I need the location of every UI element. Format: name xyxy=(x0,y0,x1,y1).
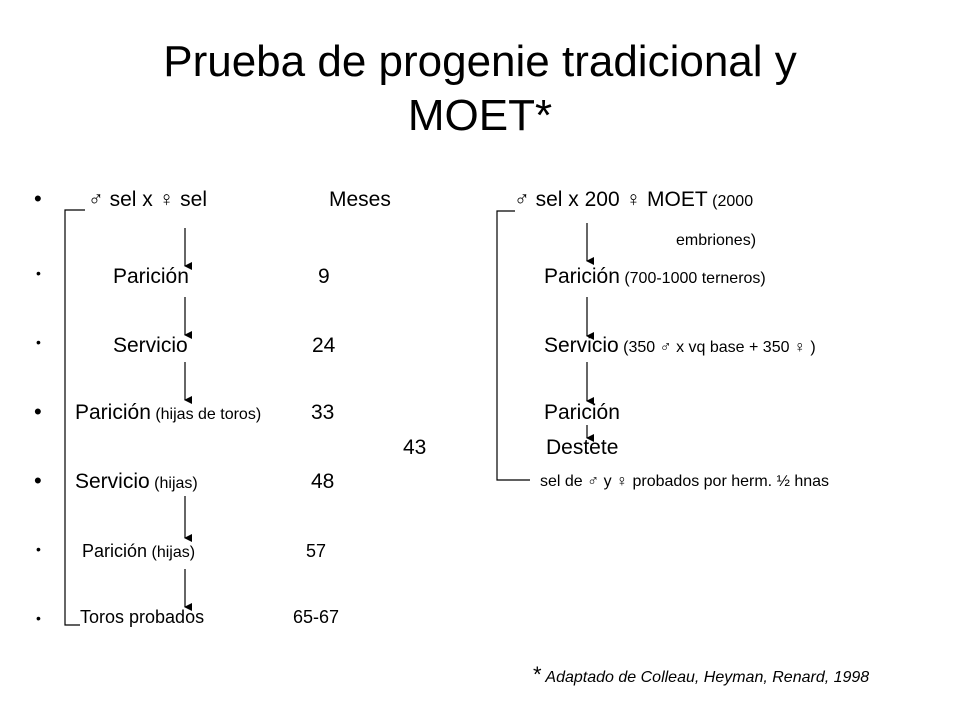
month-value: 24 xyxy=(312,334,336,357)
right-row-destete: Destete xyxy=(546,436,619,459)
right-row1-main: ♂ sel x 200 ♀ MOET xyxy=(514,188,708,211)
right-row-paricion-2: Parición xyxy=(544,401,620,424)
month-value: 65-67 xyxy=(293,607,340,627)
page-title-line1: Prueba de progenie tradicional y xyxy=(163,37,797,86)
left-row6-small: (hijas) xyxy=(151,544,196,561)
page-title-line2: MOET* xyxy=(407,91,553,140)
left-loop-line xyxy=(65,210,85,625)
right-row1-small2: embriones) xyxy=(676,232,757,249)
right-row2-small: (700-1000 terneros) xyxy=(624,270,766,287)
bullet: • xyxy=(36,265,41,281)
month-value: 57 xyxy=(306,541,327,561)
left-row6-main: Parición xyxy=(82,541,148,561)
right-row6-small: ♂ y ♀ probados por herm. ½ hnas xyxy=(587,473,830,490)
right-row1-small: (2000 xyxy=(712,193,754,210)
month-value: 9 xyxy=(318,265,330,288)
bullet: • xyxy=(34,399,42,424)
bullet: • xyxy=(36,334,41,350)
left-row5-main: Servicio xyxy=(75,470,150,493)
left-row-servicio: Servicio xyxy=(113,334,188,357)
bullet: • xyxy=(36,610,41,626)
right-loop-line xyxy=(497,211,530,480)
left-row-selection: ♂ sel x ♀ sel xyxy=(88,188,208,211)
month-value: 43 xyxy=(403,436,427,459)
bullet: • xyxy=(34,186,42,211)
left-row4-main: Parición xyxy=(75,401,151,424)
months-header: Meses xyxy=(329,188,391,211)
month-value: 48 xyxy=(311,470,335,493)
left-row-toros-probados: Toros probados xyxy=(80,607,205,627)
left-row-paricion: Parición xyxy=(113,265,189,288)
left-row5-small: (hijas) xyxy=(154,475,198,492)
left-row4-small: (hijas de toros) xyxy=(155,406,262,423)
bullet: • xyxy=(36,541,41,557)
footnote-star: * xyxy=(533,662,542,687)
footnote-text: Adaptado de Colleau, Heyman, Renard, 1998 xyxy=(545,669,870,686)
bullet: • xyxy=(34,468,42,493)
right-row6-main: sel de xyxy=(540,473,583,490)
month-value: 33 xyxy=(311,401,335,424)
right-row3-main: Servicio xyxy=(544,334,619,357)
right-row3-small: (350 ♂ x vq base + 350 ♀ ) xyxy=(623,339,816,356)
right-row2-main: Parición xyxy=(544,265,620,288)
